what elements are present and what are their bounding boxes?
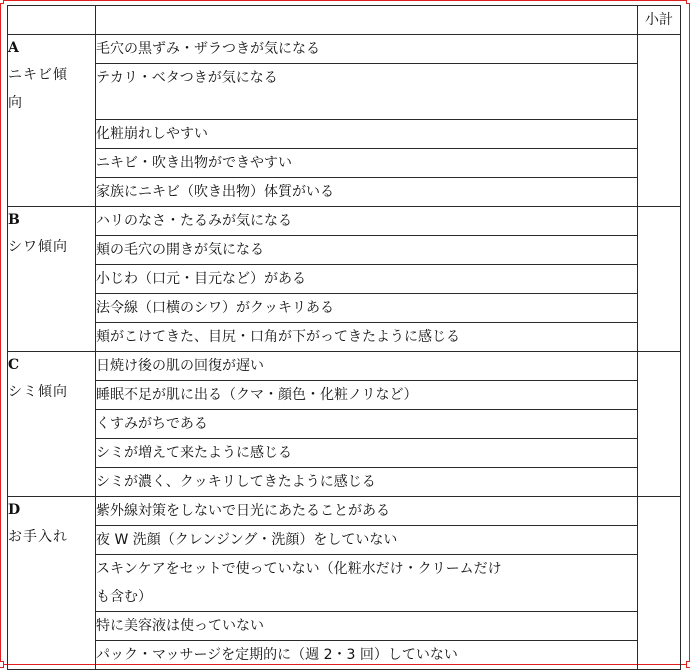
table-row (8, 236, 681, 265)
check-item-line: も含む） (96, 589, 152, 605)
subtotal-cell-b[interactable] (638, 207, 681, 352)
check-item: 毛穴の黒ずみ・ザラつきが気になる (96, 35, 638, 64)
table-row (8, 381, 681, 410)
table-row (8, 526, 681, 555)
category-cell-c (8, 352, 96, 497)
table-row (8, 265, 681, 294)
check-item: 家族にニキビ（吹き出物）体質がいる (96, 178, 638, 207)
check-item: 法令線（口横のシワ）がクッキリある (96, 294, 638, 323)
check-item: シミが濃く、クッキリしてきたように感じる (96, 468, 638, 497)
table-row (8, 64, 681, 120)
check-item: ハリのなさ・たるみが気になる (96, 207, 638, 236)
table-row (8, 178, 681, 207)
category-letter: B (8, 212, 20, 228)
corner-handle (686, 0, 690, 4)
table-row (8, 207, 681, 236)
subtotal-header: 小計 (638, 6, 681, 35)
subtotal-cell-a[interactable] (638, 35, 681, 207)
table-row (8, 555, 681, 612)
table-row (8, 612, 681, 641)
table-row (8, 468, 681, 497)
skin-checklist-table (7, 5, 681, 670)
check-item-line: スキンケアをセットで使っていない（化粧水だけ・クリームだけ (96, 561, 502, 577)
check-item: 特に美容液は使っていない (96, 612, 638, 641)
header-blank-cell (8, 6, 96, 35)
table-row (8, 641, 681, 670)
header-blank-cell (96, 6, 638, 35)
check-item: くすみがちである (96, 410, 638, 439)
category-cell-b (8, 207, 96, 352)
table-row (8, 323, 681, 352)
check-item: 睡眠不足が肌に出る（クマ・顔色・化粧ノリなど） (96, 381, 638, 410)
table-row (8, 294, 681, 323)
table-row (8, 497, 681, 526)
check-item: 紫外線対策をしないで日光にあたることがある (96, 497, 638, 526)
check-item (96, 555, 638, 612)
check-item: 日焼け後の肌の回復が遅い (96, 352, 638, 381)
corner-handle (0, 0, 4, 4)
check-item: 夜 W 洗顔（クレンジング・洗顔）をしていない (96, 526, 638, 555)
category-name: 向 (8, 95, 23, 111)
category-name: ニキビ傾 (8, 67, 68, 83)
header-row (8, 6, 681, 35)
category-letter: A (8, 40, 19, 56)
table-row (8, 439, 681, 468)
check-item: パック・マッサージを定期的に（週 2・3 回）していない (96, 641, 638, 670)
category-name: シミ傾向 (8, 384, 68, 400)
table-row (8, 120, 681, 149)
subtotal-cell-d[interactable] (638, 497, 681, 670)
category-letter: D (8, 502, 21, 518)
category-cell-d (8, 497, 96, 670)
table-row (8, 410, 681, 439)
check-item: シミが増えて来たように感じる (96, 439, 638, 468)
check-item: テカリ・ベタつきが気になる (96, 64, 638, 120)
check-item: ニキビ・吹き出物ができやすい (96, 149, 638, 178)
category-letter: C (8, 357, 20, 373)
check-item: 頬の毛穴の開きが気になる (96, 236, 638, 265)
check-item: 小じわ（口元・目元など）がある (96, 265, 638, 294)
table-row (8, 352, 681, 381)
category-name: お手入れ (8, 529, 68, 545)
category-name: シワ傾向 (8, 239, 68, 255)
table-row (8, 35, 681, 64)
check-item: 化粧崩れしやすい (96, 120, 638, 149)
table-row (8, 149, 681, 178)
category-cell-a (8, 35, 96, 207)
check-item: 頬がこけてきた、目尻・口角が下がってきたように感じる (96, 323, 638, 352)
subtotal-cell-c[interactable] (638, 352, 681, 497)
